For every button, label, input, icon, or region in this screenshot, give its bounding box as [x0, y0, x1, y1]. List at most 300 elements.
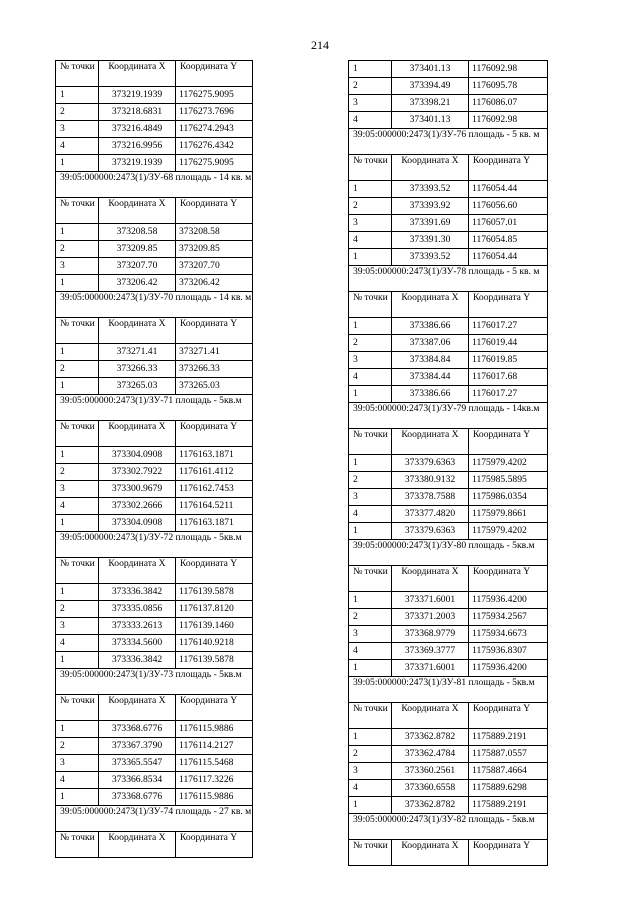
coordinate-x-cell: 373386.66: [392, 318, 469, 335]
table-header-row: [56, 198, 253, 224]
table-body-right: [349, 61, 548, 866]
point-number-cell: 1: [56, 652, 99, 669]
point-number-cell: 1: [56, 378, 99, 395]
column-header-x: Координата X: [99, 558, 176, 584]
coordinate-x-cell: 373379.6363: [392, 455, 469, 472]
coordinate-y-cell: 1176054.85: [469, 232, 548, 249]
coordinate-x-cell: 373208.58: [99, 224, 176, 241]
table-header-row: [56, 558, 253, 584]
coordinate-y-cell: 1175985.5895: [469, 472, 548, 489]
table-row: [56, 618, 253, 635]
table-row: [56, 635, 253, 652]
point-number-cell: 1: [56, 155, 99, 172]
coordinate-x-cell: 373209.85: [99, 241, 176, 258]
point-number-cell: 1: [56, 447, 99, 464]
coordinate-x-cell: 373386.66: [392, 386, 469, 403]
table-header-row: [56, 695, 253, 721]
coordinate-y-cell: 1176162.7453: [176, 481, 253, 498]
parcel-title: 39:05:000000:2473(1)/ЗУ-76 площадь - 5 кв. м: [349, 129, 548, 155]
coordinate-y-cell: 1176115.9886: [176, 789, 253, 806]
table-row: [56, 652, 253, 669]
point-number-cell: 3: [56, 755, 99, 772]
coordinate-y-cell: 1176017.68: [469, 369, 548, 386]
table-row: [349, 763, 548, 780]
table-row: [349, 746, 548, 763]
point-number-cell: 3: [349, 215, 392, 232]
table-row: [349, 232, 548, 249]
coordinate-y-cell: 1176019.85: [469, 352, 548, 369]
column-header-no: № точки: [349, 703, 392, 729]
table-row: [56, 344, 253, 361]
column-header-y: Координата Y: [176, 421, 253, 447]
column-header-x: Координата X: [99, 318, 176, 344]
column-header-x: Координата X: [99, 61, 176, 87]
coordinate-y-cell: 373265.03: [176, 378, 253, 395]
coordinate-y-cell: 1175936.8307: [469, 643, 548, 660]
table-header-row: [56, 421, 253, 447]
coordinate-x-cell: 373360.2561: [392, 763, 469, 780]
coordinate-x-cell: 373219.1939: [99, 155, 176, 172]
coordinate-x-cell: 373335.0856: [99, 601, 176, 618]
parcel-title-row: [349, 677, 548, 703]
coordinate-x-cell: 373366.8534: [99, 772, 176, 789]
column-header-no: № точки: [349, 840, 392, 866]
table-row: [56, 601, 253, 618]
coordinate-x-cell: 373334.5600: [99, 635, 176, 652]
coordinate-x-cell: 373379.6363: [392, 523, 469, 540]
coordinate-y-cell: 1176115.9886: [176, 721, 253, 738]
page-number: 214: [311, 38, 329, 52]
point-number-cell: 4: [56, 138, 99, 155]
coordinate-x-cell: 373271.41: [99, 344, 176, 361]
coordinate-y-cell: 1176017.27: [469, 386, 548, 403]
coordinate-x-cell: 373360.6558: [392, 780, 469, 797]
column-header-y: Координата Y: [469, 840, 548, 866]
parcel-title: 39:05:000000:2473(1)/ЗУ-74 площадь - 27 кв. м: [56, 806, 253, 832]
coordinate-y-cell: 1176057.01: [469, 215, 548, 232]
point-number-cell: 1: [349, 523, 392, 540]
parcel-title: 39:05:000000:2473(1)/ЗУ-81 площадь - 5кв.м: [349, 677, 548, 703]
parcel-title-row: [56, 669, 253, 695]
column-header-x: Координата X: [392, 429, 469, 455]
coordinate-x-cell: 373384.84: [392, 352, 469, 369]
coordinate-x-cell: 373362.8782: [392, 797, 469, 814]
table-row: [349, 95, 548, 112]
table-row: [349, 335, 548, 352]
coordinate-y-cell: 1176140.9218: [176, 635, 253, 652]
coordinate-y-cell: 1176139.1460: [176, 618, 253, 635]
table-row: [349, 386, 548, 403]
coordinate-x-cell: 373336.3842: [99, 584, 176, 601]
column-header-y: Координата Y: [176, 61, 253, 87]
point-number-cell: 3: [349, 626, 392, 643]
parcel-title: 39:05:000000:2473(1)/ЗУ-71 площадь - 5кв.м: [56, 395, 253, 421]
table-row: [349, 61, 548, 78]
point-number-cell: 3: [349, 352, 392, 369]
point-number-cell: 1: [349, 61, 392, 78]
coordinates-table-left: [55, 60, 253, 858]
point-number-cell: 2: [349, 746, 392, 763]
parcel-title-row: [56, 172, 253, 198]
point-number-cell: 2: [56, 104, 99, 121]
table-row: [349, 215, 548, 232]
column-header-no: № точки: [349, 566, 392, 592]
table-row: [56, 584, 253, 601]
coordinate-x-cell: 373219.1939: [99, 87, 176, 104]
point-number-cell: 1: [56, 721, 99, 738]
coordinate-x-cell: 373384.44: [392, 369, 469, 386]
table-row: [349, 780, 548, 797]
table-row: [349, 643, 548, 660]
column-header-no: № точки: [56, 832, 99, 858]
coordinate-y-cell: 1176086.07: [469, 95, 548, 112]
point-number-cell: 1: [56, 789, 99, 806]
coordinate-y-cell: 1176273.7696: [176, 104, 253, 121]
parcel-title-row: [349, 129, 548, 155]
coordinate-x-cell: 373393.92: [392, 198, 469, 215]
table-row: [56, 515, 253, 532]
point-number-cell: 4: [349, 780, 392, 797]
point-number-cell: 3: [349, 763, 392, 780]
coordinate-y-cell: 1176017.27: [469, 318, 548, 335]
point-number-cell: 1: [56, 87, 99, 104]
point-number-cell: 1: [349, 592, 392, 609]
point-number-cell: 3: [56, 481, 99, 498]
parcel-title-row: [349, 266, 548, 292]
point-number-cell: 1: [349, 318, 392, 335]
column-header-x: Координата X: [99, 832, 176, 858]
coordinate-x-cell: 373302.7922: [99, 464, 176, 481]
column-header-x: Координата X: [99, 421, 176, 447]
table-row: [56, 104, 253, 121]
coordinate-x-cell: 373265.03: [99, 378, 176, 395]
coordinate-x-cell: 373362.4784: [392, 746, 469, 763]
table-row: [56, 224, 253, 241]
point-number-cell: 4: [349, 643, 392, 660]
table-row: [56, 498, 253, 515]
column-header-x: Координата X: [392, 566, 469, 592]
table-row: [56, 155, 253, 172]
table-row: [349, 249, 548, 266]
parcel-title-row: [56, 806, 253, 832]
table-row: [349, 369, 548, 386]
point-number-cell: 1: [56, 224, 99, 241]
coordinate-y-cell: 1175889.2191: [469, 797, 548, 814]
coordinate-y-cell: 373208.58: [176, 224, 253, 241]
coordinate-y-cell: 1175936.4200: [469, 660, 548, 677]
coordinate-y-cell: 373266.33: [176, 361, 253, 378]
coordinate-x-cell: 373371.6001: [392, 592, 469, 609]
point-number-cell: 3: [349, 489, 392, 506]
table-row: [349, 592, 548, 609]
coordinate-y-cell: 1176117.3226: [176, 772, 253, 789]
parcel-title: 39:05:000000:2473(1)/ЗУ-78 площадь - 5 кв. м: [349, 266, 548, 292]
column-header-no: № точки: [349, 429, 392, 455]
coordinate-y-cell: 1176054.44: [469, 249, 548, 266]
coordinate-x-cell: 373206.42: [99, 275, 176, 292]
point-number-cell: 1: [56, 584, 99, 601]
parcel-title: 39:05:000000:2473(1)/ЗУ-79 площадь - 14кв.м: [349, 403, 548, 429]
coordinate-y-cell: 1176019.44: [469, 335, 548, 352]
table-header-row: [56, 832, 253, 858]
coordinate-y-cell: 1175934.2567: [469, 609, 548, 626]
point-number-cell: 4: [56, 635, 99, 652]
coordinate-y-cell: 1175887.4664: [469, 763, 548, 780]
point-number-cell: 2: [349, 472, 392, 489]
parcel-title: 39:05:000000:2473(1)/ЗУ-70 площадь - 14 кв. м: [56, 292, 253, 318]
point-number-cell: 4: [349, 112, 392, 129]
parcel-title-row: [349, 814, 548, 840]
point-number-cell: 3: [349, 95, 392, 112]
table-row: [56, 447, 253, 464]
coordinate-x-cell: 373391.69: [392, 215, 469, 232]
point-number-cell: 4: [56, 498, 99, 515]
coordinate-y-cell: 1176139.5878: [176, 584, 253, 601]
column-header-no: № точки: [56, 61, 99, 87]
table-row: [349, 506, 548, 523]
coordinate-x-cell: 373401.13: [392, 61, 469, 78]
table-row: [349, 198, 548, 215]
coordinate-x-cell: 373401.13: [392, 112, 469, 129]
point-number-cell: 4: [56, 772, 99, 789]
parcel-title-row: [349, 403, 548, 429]
table-header-row: [349, 566, 548, 592]
table-row: [349, 489, 548, 506]
coordinate-x-cell: 373362.8782: [392, 729, 469, 746]
coordinate-y-cell: 1176114.2127: [176, 738, 253, 755]
table-row: [349, 112, 548, 129]
table-row: [349, 472, 548, 489]
coordinate-y-cell: 1176095.78: [469, 78, 548, 95]
table-row: [56, 121, 253, 138]
table-header-row: [349, 840, 548, 866]
point-number-cell: 2: [56, 464, 99, 481]
coordinate-y-cell: 373209.85: [176, 241, 253, 258]
table-row: [56, 464, 253, 481]
coordinate-x-cell: 373218.6831: [99, 104, 176, 121]
table-header-row: [349, 703, 548, 729]
column-header-x: Координата X: [392, 155, 469, 181]
coordinate-x-cell: 373367.3790: [99, 738, 176, 755]
parcel-title: 39:05:000000:2473(1)/ЗУ-68 площадь - 14 кв. м: [56, 172, 253, 198]
coordinate-y-cell: 1176163.1871: [176, 447, 253, 464]
point-number-cell: 1: [349, 386, 392, 403]
coordinate-x-cell: 373304.0908: [99, 447, 176, 464]
column-header-no: № точки: [56, 695, 99, 721]
coordinate-y-cell: 1175979.4202: [469, 523, 548, 540]
column-header-y: Координата Y: [176, 318, 253, 344]
table-row: [349, 523, 548, 540]
point-number-cell: 1: [349, 797, 392, 814]
table-header-row: [349, 292, 548, 318]
column-header-x: Координата X: [99, 198, 176, 224]
table-row: [56, 241, 253, 258]
coordinate-y-cell: 373206.42: [176, 275, 253, 292]
point-number-cell: 4: [349, 369, 392, 386]
coordinate-y-cell: 1176275.9095: [176, 155, 253, 172]
table-row: [349, 729, 548, 746]
table-row: [56, 755, 253, 772]
table-row: [349, 181, 548, 198]
point-number-cell: 2: [349, 335, 392, 352]
coordinate-y-cell: 1176056.60: [469, 198, 548, 215]
table-row: [349, 797, 548, 814]
coordinate-x-cell: 373368.6776: [99, 721, 176, 738]
table-row: [56, 361, 253, 378]
point-number-cell: 1: [349, 729, 392, 746]
column-header-no: № точки: [56, 198, 99, 224]
column-header-y: Координата Y: [176, 558, 253, 584]
coordinate-x-cell: 373207.70: [99, 258, 176, 275]
table-row: [349, 626, 548, 643]
column-header-no: № точки: [349, 292, 392, 318]
coordinate-x-cell: 373369.3777: [392, 643, 469, 660]
column-header-y: Координата Y: [469, 703, 548, 729]
coordinate-y-cell: 1176092.98: [469, 61, 548, 78]
point-number-cell: 2: [56, 361, 99, 378]
coordinate-x-cell: 373378.7588: [392, 489, 469, 506]
column-header-x: Координата X: [392, 292, 469, 318]
coordinate-y-cell: 1175889.2191: [469, 729, 548, 746]
table-row: [349, 455, 548, 472]
point-number-cell: 1: [56, 515, 99, 532]
table-row: [56, 258, 253, 275]
parcel-title: 39:05:000000:2473(1)/ЗУ-80 площадь - 5кв.м: [349, 540, 548, 566]
coordinate-y-cell: 1176092.98: [469, 112, 548, 129]
coordinate-x-cell: 373368.6776: [99, 789, 176, 806]
point-number-cell: 4: [349, 232, 392, 249]
column-header-no: № точки: [56, 421, 99, 447]
point-number-cell: 1: [349, 181, 392, 198]
parcel-title-row: [349, 540, 548, 566]
coordinate-x-cell: 373304.0908: [99, 515, 176, 532]
coordinate-y-cell: 1176054.44: [469, 181, 548, 198]
point-number-cell: 2: [56, 601, 99, 618]
point-number-cell: 2: [56, 738, 99, 755]
coordinate-y-cell: 1175979.8661: [469, 506, 548, 523]
coordinate-y-cell: 1176161.4112: [176, 464, 253, 481]
column-header-x: Координата X: [99, 695, 176, 721]
coordinate-y-cell: 1176164.5211: [176, 498, 253, 515]
parcel-title-row: [56, 292, 253, 318]
parcel-title-row: [56, 395, 253, 421]
table-row: [349, 352, 548, 369]
column-header-x: Координата X: [392, 840, 469, 866]
coordinate-x-cell: 373380.9132: [392, 472, 469, 489]
point-number-cell: 1: [56, 344, 99, 361]
coordinate-y-cell: 1175889.6298: [469, 780, 548, 797]
coordinate-y-cell: 373207.70: [176, 258, 253, 275]
table-body-left: [56, 61, 253, 858]
point-number-cell: 3: [56, 121, 99, 138]
point-number-cell: 2: [56, 241, 99, 258]
column-header-no: № точки: [349, 155, 392, 181]
table-row: [56, 87, 253, 104]
point-number-cell: 4: [349, 506, 392, 523]
coordinate-y-cell: 1176163.1871: [176, 515, 253, 532]
table-header-row: [349, 429, 548, 455]
column-header-y: Координата Y: [176, 695, 253, 721]
table-row: [56, 378, 253, 395]
table-row: [56, 738, 253, 755]
parcel-title: 39:05:000000:2473(1)/ЗУ-72 площадь - 5кв.м: [56, 532, 253, 558]
coordinate-y-cell: 1176274.2943: [176, 121, 253, 138]
table-row: [56, 772, 253, 789]
coordinate-x-cell: 373266.33: [99, 361, 176, 378]
parcel-title-row: [56, 532, 253, 558]
column-header-y: Координата Y: [469, 429, 548, 455]
coordinate-x-cell: 373391.30: [392, 232, 469, 249]
table-header-row: [56, 61, 253, 87]
table-row: [56, 721, 253, 738]
table-row: [349, 318, 548, 335]
coordinate-x-cell: 373336.3842: [99, 652, 176, 669]
coordinate-y-cell: 1175934.6673: [469, 626, 548, 643]
coordinate-x-cell: 373394.49: [392, 78, 469, 95]
coordinate-y-cell: 373271.41: [176, 344, 253, 361]
point-number-cell: 3: [56, 258, 99, 275]
coordinate-y-cell: 1176115.5468: [176, 755, 253, 772]
point-number-cell: 2: [349, 78, 392, 95]
coordinate-y-cell: 1175936.4200: [469, 592, 548, 609]
coordinate-y-cell: 1175986.0354: [469, 489, 548, 506]
coordinate-x-cell: 373371.2003: [392, 609, 469, 626]
column-header-y: Координата Y: [469, 292, 548, 318]
coordinate-y-cell: 1176139.5878: [176, 652, 253, 669]
table-header-row: [349, 155, 548, 181]
coordinate-x-cell: 373398.21: [392, 95, 469, 112]
coordinate-x-cell: 373368.9779: [392, 626, 469, 643]
coordinate-x-cell: 373365.5547: [99, 755, 176, 772]
table-row: [349, 609, 548, 626]
point-number-cell: 1: [349, 660, 392, 677]
table-row: [56, 789, 253, 806]
coordinate-x-cell: 373387.06: [392, 335, 469, 352]
table-row: [349, 660, 548, 677]
point-number-cell: 3: [56, 618, 99, 635]
column-header-no: № точки: [56, 318, 99, 344]
column-header-no: № точки: [56, 558, 99, 584]
column-header-x: Координата X: [392, 703, 469, 729]
point-number-cell: 1: [349, 249, 392, 266]
coordinate-y-cell: 1176276.4342: [176, 138, 253, 155]
coordinates-table-right: [348, 60, 548, 866]
column-header-y: Координата Y: [469, 566, 548, 592]
point-number-cell: 1: [349, 455, 392, 472]
coordinate-x-cell: 373216.4849: [99, 121, 176, 138]
coordinate-y-cell: 1176275.9095: [176, 87, 253, 104]
coordinate-y-cell: 1175887.0557: [469, 746, 548, 763]
coordinate-x-cell: 373393.52: [392, 181, 469, 198]
table-header-row: [56, 318, 253, 344]
coordinate-x-cell: 373302.2666: [99, 498, 176, 515]
table-row: [349, 78, 548, 95]
column-header-y: Координата Y: [176, 198, 253, 224]
point-number-cell: 2: [349, 198, 392, 215]
coordinate-x-cell: 373216.9956: [99, 138, 176, 155]
parcel-title: 39:05:000000:2473(1)/ЗУ-82 площадь - 5кв.м: [349, 814, 548, 840]
parcel-title: 39:05:000000:2473(1)/ЗУ-73 площадь - 5кв.м: [56, 669, 253, 695]
coordinate-x-cell: 373371.6001: [392, 660, 469, 677]
coordinate-x-cell: 373333.2613: [99, 618, 176, 635]
coordinate-y-cell: 1175979.4202: [469, 455, 548, 472]
table-row: [56, 481, 253, 498]
column-header-y: Координата Y: [469, 155, 548, 181]
table-row: [56, 275, 253, 292]
coordinate-x-cell: 373377.4820: [392, 506, 469, 523]
point-number-cell: 1: [56, 275, 99, 292]
coordinate-y-cell: 1176137.8120: [176, 601, 253, 618]
